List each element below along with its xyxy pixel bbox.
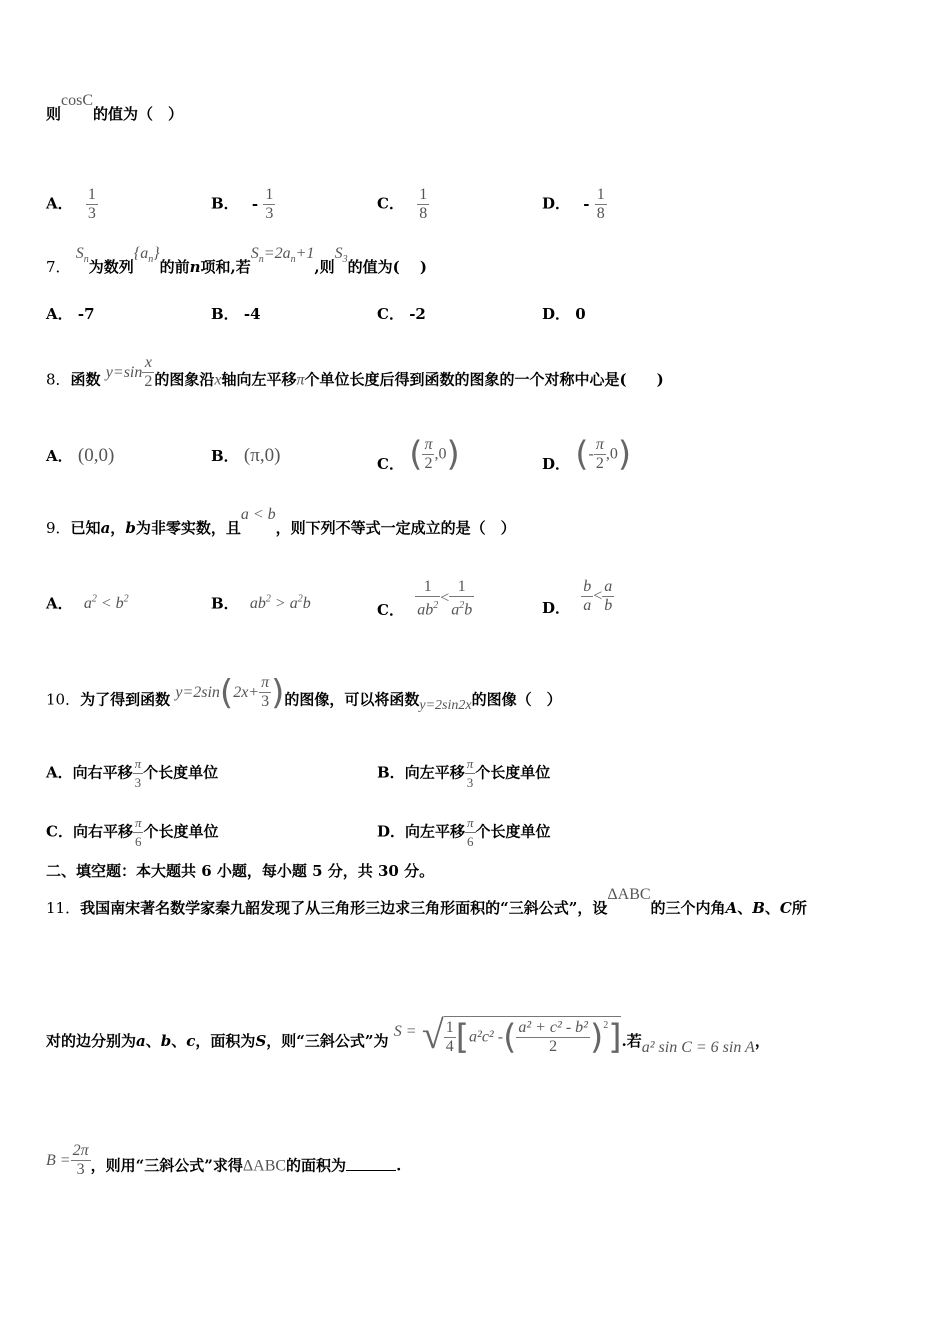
q6-stem: 则cosC的值为（ ） — [46, 92, 184, 123]
q11-stem-line1: 11．我国南宋著名数学家秦九韶发现了从三角形三边求三角形面积的“三斜公式”，设ΔABC的三个内角A、B、C所 — [46, 886, 807, 917]
q6-option-b[interactable]: B． - $\frac{1}{3}$ — [211, 186, 274, 222]
q8-stem: 8．函数 y=sin $\frac{x}{2}$ 的图象沿x轴向左平移π个单位长度后得到函数的图象的一个对称中心是( ) — [46, 354, 664, 390]
q8-option-c[interactable]: C． ( $\frac{\pi}{2}$ ,0) — [377, 434, 460, 475]
q9-option-a[interactable]: A． $a^2 < b^2$ — [46, 594, 129, 613]
q7-option-d[interactable]: D． 0 — [542, 305, 586, 323]
math-s3: $S_3$ — [334, 245, 348, 266]
q8-option-b[interactable]: B． (π,0) — [211, 445, 281, 466]
fraction: $\frac{\pi}{3}$ — [466, 756, 474, 790]
fraction: $\frac{1}{8}$ — [596, 186, 605, 222]
answer-blank[interactable] — [346, 1156, 396, 1171]
q10-option-d[interactable]: D．向左平移 $\frac{\pi}{6}$ 个长度单位 — [377, 815, 551, 849]
fraction: $\frac{\pi}{2}$ — [424, 436, 433, 472]
q9-option-b[interactable]: B． $ab^2 > a^2b$ — [211, 594, 311, 613]
q8-option-a[interactable]: A． (0,0) — [46, 445, 115, 466]
q6-option-c[interactable]: C． $\frac{1}{8}$ — [377, 186, 428, 222]
q9-stem: 9．已知a，b为非零实数，且a < b，则下列不等式一定成立的是（ ） — [46, 506, 516, 537]
math-formula: $S_n=2a_n+1$ — [250, 245, 315, 266]
q10-option-a[interactable]: A．向右平移 $\frac{\pi}{3}$ 个长度单位 — [46, 756, 219, 790]
fraction: $\frac{1}{3}$ — [87, 186, 96, 222]
q7-option-b[interactable]: B． -4 — [211, 305, 261, 323]
math-sn: $S_n$ — [75, 245, 89, 266]
fraction: $\frac{1}{3}$ — [265, 186, 274, 222]
q9-option-c[interactable]: C． $\frac{1}{ab^2}$ < $\frac{1}{a^2b}$ — [377, 578, 473, 619]
q6-option-a[interactable]: A． $\frac{1}{3}$ — [46, 186, 96, 222]
fraction: $\frac{1}{a^2b}$ — [451, 578, 473, 619]
math-an: $\{a_n\}$ — [133, 245, 160, 266]
fraction: $\frac{1}{8}$ — [419, 186, 428, 222]
fraction: $\frac{a}{b}$ — [604, 578, 613, 614]
q7-option-a[interactable]: A． -7 — [46, 305, 95, 323]
fraction: $\frac{\text{a² + c² - b²}}{2}$ — [518, 1019, 588, 1055]
section-title: 二、填空题：本大题共 6 小题，每小题 5 分，共 30 分。 — [46, 862, 435, 880]
q9-option-d[interactable]: D． $\frac{b}{a}$ < $\frac{a}{b}$ — [542, 578, 613, 617]
q10-option-b[interactable]: B．向左平移 $\frac{\pi}{3}$ 个长度单位 — [377, 756, 551, 790]
q8-option-d[interactable]: D． (- $\frac{\pi}{2}$ ,0) — [542, 434, 632, 475]
q7-option-c[interactable]: C． -2 — [377, 305, 426, 323]
q10-option-c[interactable]: C．向右平移 $\frac{\pi}{6}$ 个长度单位 — [46, 815, 219, 849]
fraction: $\frac{2\pi}{3}$ — [72, 1142, 89, 1178]
q10-stem: 10．为了得到函数 y=2sin(2x+ $\frac{\pi}{3}$ )的图像，可以将函数y=2sin2x的图像（ ） — [46, 672, 562, 713]
fraction: $\frac{\pi}{6}$ — [134, 815, 142, 849]
q11-stem-line2: 对的边分别为a、b、c，面积为S，则“三斜公式”为 S = √ $\frac{1}{4}$ [a²c² -( $\frac{\text{a² + c² - b²}}{2}$ )$^2$].若a² sin C = 6 sin A， — [46, 1012, 770, 1058]
q6-option-d[interactable]: D． - $\frac{1}{8}$ — [542, 186, 605, 222]
fraction: $\frac{b}{a}$ — [583, 578, 592, 614]
fraction: $\frac{\pi}{2}$ — [595, 436, 604, 472]
q6-expr: cosC — [61, 92, 94, 109]
fraction: $\frac{1}{4}$ — [445, 1019, 454, 1055]
fraction: $\frac{\pi}{6}$ — [467, 815, 474, 849]
sqrt-body: $\frac{1}{4}$ [a²c² -( $\frac{\text{a² + c² - b²}}{2}$ )$^2$] — [445, 1017, 622, 1058]
fraction: $\frac{\pi}{3}$ — [261, 674, 270, 710]
q7-stem: 7． $S_n$为数列$\{a_n\}$的前n项和,若$S_n=2a_n+1$,则$S_3$的值为( ) — [46, 245, 428, 276]
q11-stem-line3: B = $\frac{2\pi}{3}$ ，则用“三斜公式”求得ΔABC的面积为 . — [46, 1142, 402, 1178]
fraction: $\frac{x}{2}$ — [144, 354, 153, 390]
fraction: $\frac{\pi}{3}$ — [134, 756, 142, 790]
fraction: $\frac{1}{ab^2}$ — [417, 578, 439, 619]
